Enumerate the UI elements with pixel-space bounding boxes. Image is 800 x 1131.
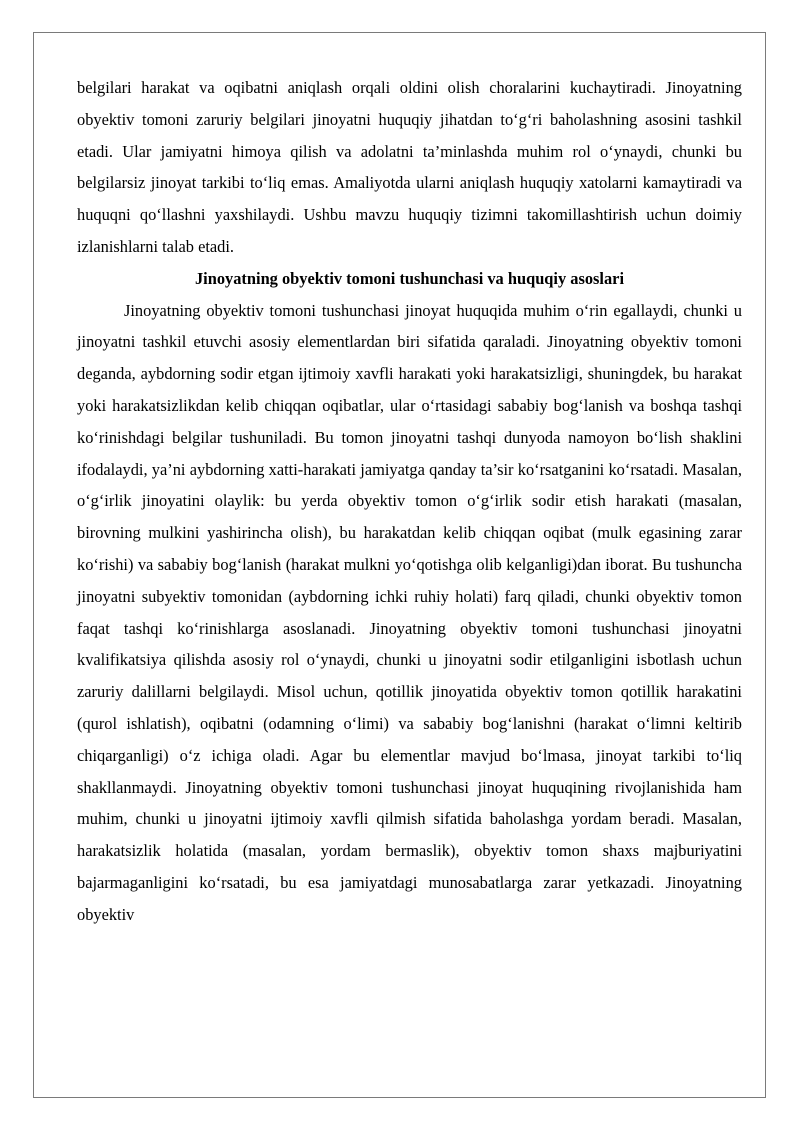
document-body bbox=[77, 72, 742, 931]
paragraph-continuation: belgilari harakat va oqibatni aniqlash orqali oldini olish choralarini kuchaytiradi. Jinoyatning obyektiv tomoni zaruriy belgilari jinoyatni huquqiy jihatdan to‘g‘ri baholashning asosini tashkil etadi. Ular jamiyatni himoya qilish va adolatni ta’minlashda muhim rol o‘ynaydi, chunki bu belgilarsiz jinoyat tarkibi to‘liq emas. Amaliyotda ularni aniqlash huquqiy xatolarni kamaytiradi va huquqni qo‘llashni yaxshilaydi. Ushbu mavzu huquqiy tizimni takomillashtirish uchun doimiy izlanishlarni talab etadi. bbox=[77, 78, 742, 256]
paragraph-body: Jinoyatning obyektiv tomoni tushunchasi jinoyat huquqida muhim o‘rin egallaydi, chunki u jinoyatni tashkil etuvchi asosiy elementlardan biri sifatida qaraladi. Jinoyatning obyektiv tomoni deganda, aybdorning sodir etgan ijtimoiy xavfli harakati yoki harakatsizligi, shuningdek, bu harakat yoki harakatsizlikdan kelib chiqqan oqibatlar, ular o‘rtasidagi sababiy bog‘lanish va boshqa tashqi ko‘rinishdagi belgilar tushuniladi. Bu tomon jinoyatni tashqi dunyoda namoyon bo‘lish shaklini ifodalaydi, ya’ni aybdorning xatti-harakati jamiyatga qanday ta’sir ko‘rsatganini ko‘rsatadi. Masalan, o‘g‘irlik jinoyatini olaylik: bu yerda obyektiv tomon o‘g‘irlik sodir etish harakati (masalan, birovning mulkini yashirincha olish), bu harakatdan kelib chiqqan oqibat (mulk egasining zarar ko‘rishi) va sababiy bog‘lanish (harakat mulkni yo‘qotishga olib kelganligi)dan iborat. Bu tushuncha jinoyatni subyektiv tomonidan (aybdorning ichki ruhiy holati) farq qiladi, chunki obyektiv tomon faqat tashqi ko‘rinishlarga asoslanadi. Jinoyatning obyektiv tomoni tushunchasi jinoyatni kvalifikatsiya qilishda asosiy rol o‘ynaydi, chunki u jinoyatni sodir etilganligini isbotlash uchun zaruriy dalillarni belgilaydi. Misol uchun, qotillik jinoyatida obyektiv tomon qotillik harakatini (qurol ishlatish), oqibatni (odamning o‘limi) va sababiy bog‘lanishni (harakat o‘limni keltirib chiqarganligi) o‘z ichiga oladi. Agar bu elementlar mavjud bo‘lmasa, jinoyat tarkibi to‘liq shakllanmaydi. Jinoyatning obyektiv tomoni tushunchasi jinoyat huquqining rivojlanishida ham muhim, chunki u jinoyatni ijtimoiy xavfli qilmish sifatida baholashga yordam beradi. Masalan, harakatsizlik holatida (masalan, yordam bermaslik), obyektiv tomon shaxs majburiyatini bajarmaganligini ko‘rsatadi, bu esa jamiyatdagi munosabatlarga zarar yetkazadi. Jinoyatning obyektiv bbox=[77, 300, 742, 924]
section-heading: Jinoyatning obyektiv tomoni tushunchasi va huquqiy asoslari bbox=[194, 268, 624, 288]
